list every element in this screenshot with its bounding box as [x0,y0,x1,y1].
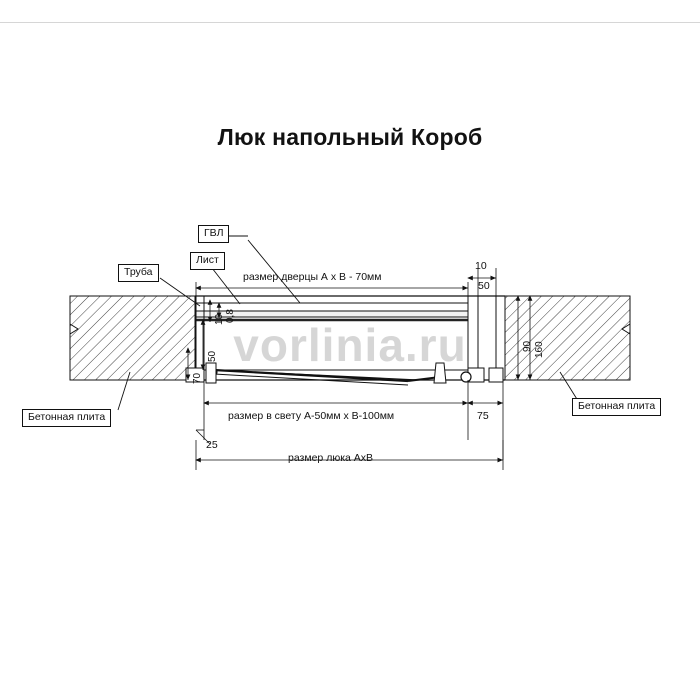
label-concrete-slab-right: Бетонная плита [572,398,661,416]
dim-10-vert: 10 [214,313,225,325]
concrete-slab-right-hatch [505,296,630,380]
dim-160-vert: 160 [534,341,545,358]
dim-90-vert: 90 [522,340,533,352]
label-door-size: размер дверцы А х В - 70мм [243,271,382,283]
label-pipe: Труба [118,264,159,282]
dim-50-top: 50 [478,280,490,292]
concrete-slab-left-hatch [70,296,195,380]
dim-10-top: 10 [475,260,487,272]
label-hatch-size: размер люка АхВ [288,452,374,464]
label-sheet: Лист [190,252,225,270]
dim-70-vert: 70 [192,372,203,384]
dim-75: 75 [477,410,489,422]
dim-50-vert: 50 [207,350,218,362]
page-title: Люк напольный Короб [217,124,483,150]
dim-08-vert: 0,8 [225,309,236,323]
watermark-text: vorlinia.ru [233,319,467,371]
dim-25: 25 [206,439,218,451]
label-clear-size: размер в свету А-50мм х В-100мм [228,410,395,422]
gas-spring-mechanism [206,363,471,385]
label-gvl: ГВЛ [198,225,229,243]
label-concrete-slab-left: Бетонная плита [22,409,111,427]
